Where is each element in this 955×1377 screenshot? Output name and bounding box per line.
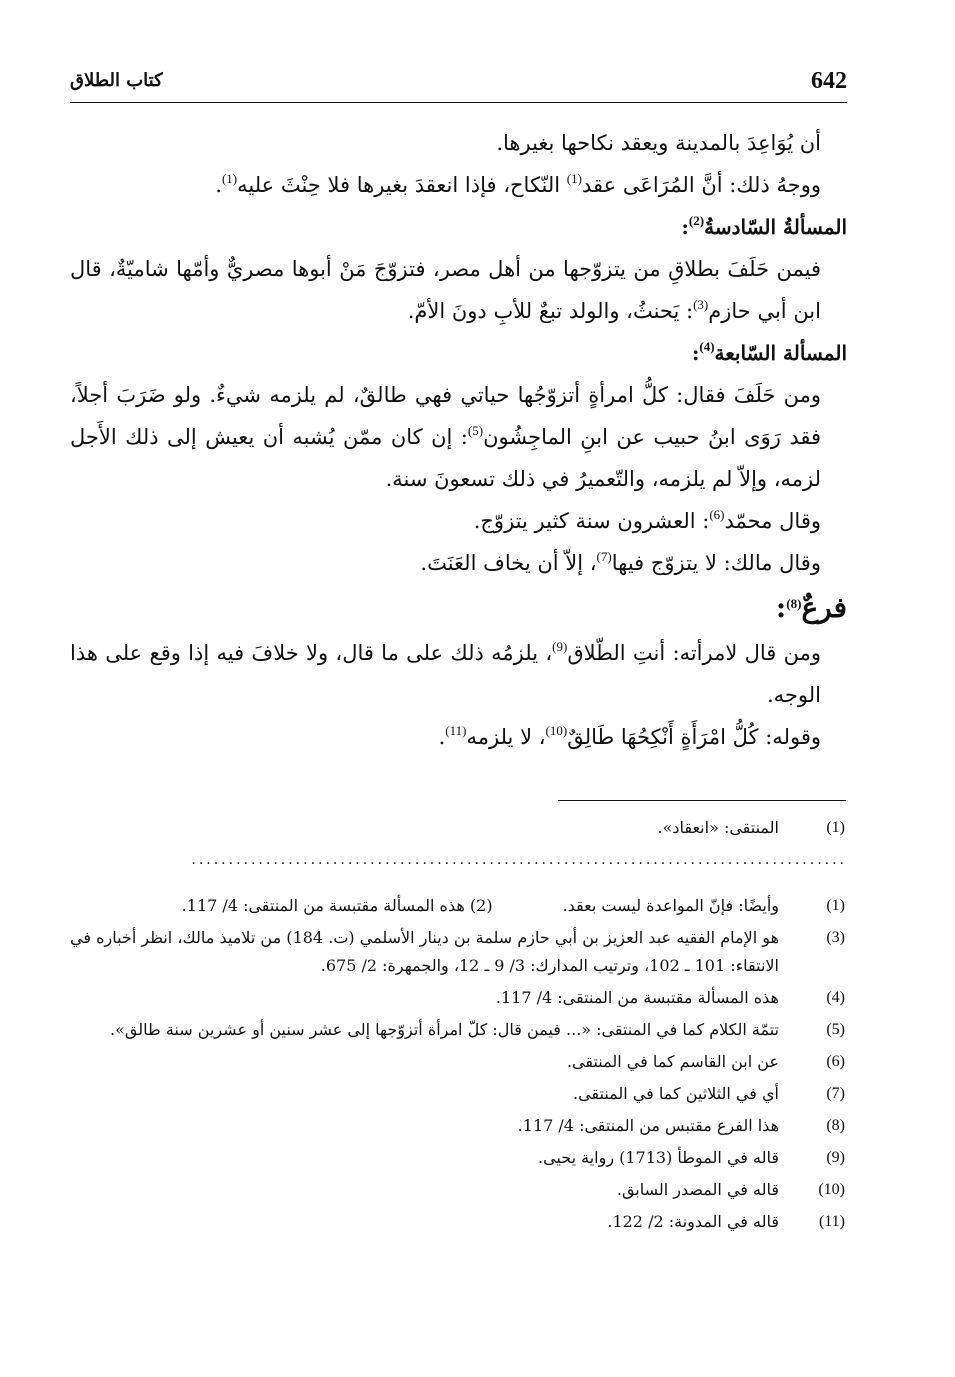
footnote-ref: (11) — [445, 723, 467, 738]
footnote-number: (9) — [826, 1149, 845, 1166]
footnote-ref: (2) — [688, 213, 705, 228]
footnote-text: المنتقى: «انعقاد». — [657, 818, 779, 837]
footnote — [70, 984, 847, 1012]
footnote — [70, 1112, 847, 1140]
footnote-text: عن ابن القاسم كما في المنتقى. — [566, 1052, 779, 1071]
dotted-separator: ........................................................................................ — [191, 852, 847, 868]
paragraph: ومن حَلَفَ فقال: كلُّ امرأةٍ أتزوّجُها حياتي فهي طالقٌ، لم يلزمه شيءٌ. ولو ضَرَبَ أجلاً، فقد رَوَى ابنُ حبيب عن ابنِ الماجِشُون$^{(5)}$: إن كان ممّن يُشبه أن يعيش إلى ذلك الأَجل لزمه، وإلاّ لم يلزمه، والتّعميرُ في ذلك تسعونَ سنة. — [70, 383, 822, 491]
paragraph: أن يُوَاعِدَ بالمدينة ويعقد نكاحها بغيرها. — [496, 131, 821, 155]
footnote-text: أي في الثلاثين كما في المنتقى. — [572, 1084, 779, 1103]
footnote-separator — [558, 800, 846, 801]
footnote-ref: (7) — [596, 549, 612, 564]
footnotes — [70, 892, 847, 1240]
footnote — [70, 924, 847, 980]
footnote-text: هذه المسألة مقتبسة من المنتقى: 4/ 117. — [495, 988, 779, 1007]
footnote-text: قاله في الموطأ (1713) رواية يحيى. — [538, 1148, 779, 1167]
page-header — [70, 68, 847, 103]
editor-footnotes — [70, 814, 847, 842]
footnote-ref: (10) — [545, 723, 568, 738]
section-heading: المسألةُ السّادسةُ$^{(2)}$: — [681, 213, 847, 239]
footnote — [70, 1080, 847, 1108]
footnote-ref: (6) — [709, 507, 725, 522]
footnote — [70, 814, 847, 842]
paragraph: وقال مالك: لا يتزوّج فيها$^{(7)}$، إلاّ أن يخاف العَنَتَ. — [420, 549, 821, 575]
footnote-ref: (3) — [693, 297, 709, 312]
paragraph: فيمن حَلَفَ بطلاقِ من يتزوّجها من أهل مصر، فتزوّجَ مَنْ أبوها مصريٌّ وأمّها شاميّةٌ، قال ابن أبي حازم$^{(3)}$: يَحنثُ، والولد تبعٌ للأبِ دونَ الأمّ. — [70, 257, 821, 323]
footnote-text: هو الإمام الفقيه عبد العزيز بن أبي حازم سلمة بن دينار الأسلمي (ت. 184) من تلاميذ مالك، انظر أخباره في الانتقاء: 101 ـ 102، وترتيب المدارك: 3/ 9 ـ 12، والجمهرة: 2/ 675. — [70, 928, 780, 975]
footnote — [70, 1016, 847, 1044]
footnote — [70, 1208, 847, 1236]
footnote-number: (8) — [826, 1117, 845, 1134]
paragraph: وقال محمّد$^{(6)}$: العشرون سنة كثير يتزوّج. — [473, 507, 821, 533]
footnote-number: (6) — [826, 1053, 845, 1070]
footnote — [70, 1144, 847, 1172]
footnote-text: هذه المسألة مقتبسة من المنتقى: 4/ 117. — [181, 896, 465, 915]
paragraph: ووجهُ ذلك: أنَّ المُرَاعَى عقد$^{(1)}$ النّكاح، فإذا انعقدَ بغيرها فلا حِنْثَ عليه$^{(1)}$. — [215, 171, 821, 197]
footnote-number: (3) — [826, 929, 845, 946]
footnote-ref: (5) — [467, 423, 484, 438]
footnote-number: (1) — [826, 897, 845, 914]
footnote-ref: (1) — [221, 171, 238, 186]
footnote-number: (2) — [469, 896, 493, 915]
paragraph: وقوله: كُلُّ امْرَأَةٍ أَنْكِحُهَا طَالِقٌ$^{(10)}$، لا يلزمه$^{(11)}$. — [438, 723, 821, 749]
running-title: كتاب الطلاق — [70, 70, 163, 91]
footnote-ref: (4) — [699, 339, 715, 354]
footnote — [70, 892, 847, 920]
footnote-number: (7) — [826, 1085, 845, 1102]
footnote-number: (10) — [818, 1181, 845, 1198]
footnote-ref: (8) — [786, 596, 802, 611]
footnote-number: (11) — [818, 1213, 845, 1230]
main-text — [70, 122, 847, 758]
footnote-text: قاله في المصدر السابق. — [616, 1180, 779, 1199]
footnote-text: قاله في المدونة: 2/ 122. — [607, 1212, 779, 1231]
subsection-heading: فرعٌ$^{(8)}$: — [775, 591, 847, 624]
page-number: 642 — [811, 68, 847, 94]
footnote-ref: (1) — [566, 171, 582, 186]
footnote-number: (4) — [826, 989, 845, 1006]
footnote-ref: (9) — [552, 639, 568, 654]
footnote — [70, 1176, 847, 1204]
footnote-text: وأيضًا: فإنّ المواعدة ليست بعقد. — [562, 896, 779, 915]
footnote — [70, 1048, 847, 1076]
footnote-number: (5) — [826, 1021, 845, 1038]
footnote-number: (1) — [826, 819, 845, 836]
footnote-text: تتمّة الكلام كما في المنتقى: «... فيمن قال: كلّ امرأة أتزوّجها إلى عشر سنين أو عشرين سنة طالق». — [110, 1020, 779, 1039]
paragraph: ومن قال لامرأته: أنتِ الطّلاق$^{(9)}$، يلزمُه ذلك على ما قال، ولا خلافَ فيه إذا وقع على هذا الوجه. — [70, 639, 821, 707]
footnote-text: هذا الفرع مقتبس من المنتقى: 4/ 117. — [517, 1116, 779, 1135]
section-heading: المسألة السّابعة$^{(4)}$: — [691, 339, 847, 365]
